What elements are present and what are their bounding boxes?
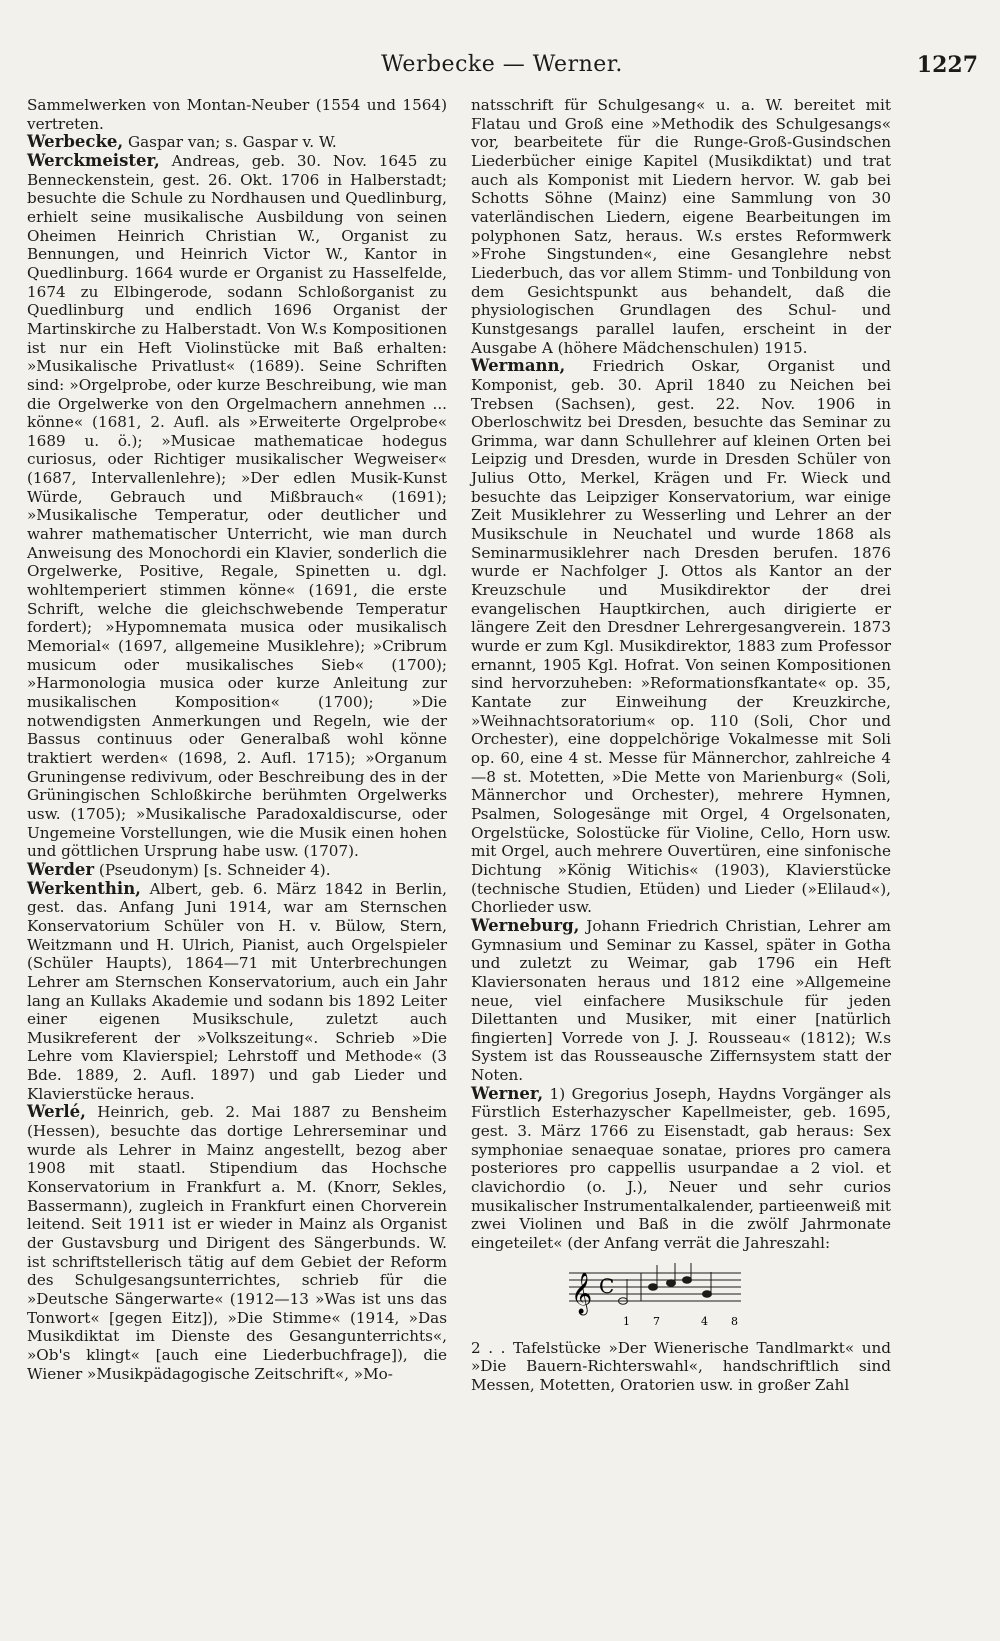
page-number: 1227 (916, 52, 978, 78)
dictionary-entry (27, 1103, 447, 1383)
entry-headword: Werneburg, (471, 915, 580, 935)
entry-headword: Werbecke, (27, 132, 124, 152)
figure-label: 1 (623, 1314, 630, 1328)
figure-label: 8 (731, 1314, 738, 1328)
continuation-text: Sammelwerken von Montan-Neuber (1554 und 1564) vertreten. (27, 96, 447, 133)
entry-headword: Werner, (471, 1083, 544, 1103)
left-column (27, 96, 447, 1383)
entry-text: Andreas, geb. 30. Nov. 1645 zu Benneckenstein, gest. 26. Okt. 1706 in Halberstadt; besuchte die Schule zu Nordhausen und Quedlinburg, erhielt seine musikalische Ausbildung von seinen Oheimen Heinrich Christian W., Organist zu Bennungen, und Heinrich Victor W., Kantor in Quedlinburg. 1664 wurde er Organist zu Hasselfelde, 1674 zu Elbingerode, sodann Schloßorganist zu Quedlinburg und endlich 1696 Organist der Martinskirche zu Halberstadt. Von W.s Kompositionen ist nur ein Heft Violinstücke mit Baß erhalten: »Musikalische Privatlust« (1689). Seine Schriften sind: »Orgelprobe, oder kurze Beschreibung, wie man die Orgelwerke von den Orgelmachern annehmen ... könne« (1681, 2. Aufl. als »Erweiterte Orgelprobe« 1689 u. ö.); »Musicae mathematicae hodegus curiosus, oder Richtiger musikalischer Wegweiser« (1687, Intervallenlehre); »Der edlen Musik-Kunst Würde, Gebrauch und Mißbrauch« (1691); »Musikalische Temperatur, oder deutlicher und wahrer mathematischer Unterricht, wie man durch Anweisung des Monochordi ein Klavier, sonderlich die Orgelwerke, Positive, Regale, Spinetten u. dgl. wohltemperiert stimmen könne« (1691, die erste Schrift, welche die gleichschwebende Temperatur fordert); »Hypomnemata musica oder musikalisch Memorial« (1697, allgemeine Musiklehre); »Cribrum musicum oder musikalisches Sieb« (1700); »Harmonologia musica oder kurze Anleitung zur musikalischen Komposition« (1700); »Die notwendigsten Anmerkungen und Regeln, wie der Bassus continuus oder Generalbaß wohl könne traktiert werden« (1698, 2. Aufl. 1715); »Organum Gruningense redivivum, oder Beschreibung des in der Grüningischen Schloßkirche berühmten Orgelwerks usw. (1705); »Musikalische Paradoxaldiscurse, oder Ungemeine Vorstellungen, wie die Musik einen hohen und göttlichen Ursprung habe usw. (1707). (27, 151, 447, 861)
running-title: Werbecke — Werner. (381, 52, 623, 77)
right-column (471, 96, 891, 1395)
figure-label: 4 (701, 1314, 708, 1328)
dictionary-entry (27, 861, 447, 880)
dictionary-entry (471, 917, 891, 1085)
note-head (667, 1279, 676, 1286)
dictionary-entry (27, 880, 447, 1104)
entry-text: Johann Friedrich Christian, Lehrer am Gymnasium und Seminar zu Kassel, später in Gotha und zuletzt zu Weimar, gab 1796 ein Heft Klaviersonaten heraus und 1812 eine »Allgemeine neue, viel einfachere Musikschule für jeden Dilettanten und Musiker, mit einer [natürlich fingierten] Vorrede von J. J. Rousseau« (1812); W.s System ist das Rousseausche Ziffernsystem statt der Noten. (471, 916, 891, 1085)
entry-headword: Werckmeister, (27, 150, 160, 170)
dictionary-entry (27, 152, 447, 861)
entry-text: Friedrich Oskar, Organist und Komponist, geb. 30. April 1840 zu Neichen bei Trebsen (Sachsen), gest. 22. Nov. 1906 in Oberloschwitz bei Dresden, besuchte das Seminar zu Grimma, war dann Schullehrer auf kleinen Orten bei Leipzig und Dresden, wurde in Dresden Schüler von Julius Otto, Merkel, Krägen und Fr. Wieck und besuchte das Leipziger Konservatorium, war einige Zeit Musiklehrer zu Wesserling und Lehrer an der Musikschule in Neuchatel und wurde 1868 als Seminarmusiklehrer nach Dresden berufen. 1876 wurde er Nachfolger J. Ottos als Kantor an der Kreuzschule und Musikdirektor der drei evangelischen Hauptkirchen, auch dirigierte er längere Zeit den Dresdner Lehrergesangverein. 1873 wurde er zum Kgl. Musikdirektor, 1883 zum Professor ernannt, 1905 Kgl. Hofrat. Von seinen Kompositionen sind hervorzuheben: »Reformationsfkantate« op. 35, Kantate zur Einweihung der Kreuzkirche, »Weihnachtsoratorium« op. 110 (Soli, Chor und Orchester), eine doppelchörige Vokalmesse mit Soli op. 60, eine 4 st. Messe für Männerchor, zahlreiche 4—8 st. Motetten, »Die Mette von Marienburg« (Soli, Männerchor und Orchester), mehrere Hymnen, Psalmen, Sologesänge mit Orgel, 4 Orgelsonaten, Orgelstücke, Solostücke für Violine, Cello, Horn usw. mit Orgel, auch mehrere Ouvertüren, eine sinfonische Dichtung »König Witichis« (1903), Klavierstücke (technische Studien, Etüden) und Lieder (»Elilaud«), Chorlieder usw. (471, 357, 891, 917)
entry-headword: Wermann, (471, 356, 566, 376)
note-head (683, 1276, 692, 1283)
entry-text: Gaspar van; s. Gaspar v. W. (123, 133, 337, 152)
continuation-text: natsschrift für Schulgesang« u. a. W. bereitet mit Flatau und Groß eine »Methodik des Schulgesangs« vor, bearbeitete für die Runge-Groß-Gusindschen Liederbücher einige Kapitel (Musikdiktat) und trat auch als Komponist mit Liedern hervor. W. gab bei Schotts Söhne (Mainz) eine Sammlung von 30 vaterländischen Liedern, eigene Bearbeitungen im polyphonen Satz, heraus. W.s erstes Reformwerk »Frohe Singstunden«, eine Gesanglehre nebst Liederbuch, das vor allem Stimm- und Tonbildung von dem Gesichtspunkt aus behandelt, daß die physiologischen Grundlagen des Schul- und Kunstgesangs parallel laufen, erscheint in der Ausgabe A (höhere Mädchenschulen) 1915. (471, 96, 891, 357)
dictionary-entry (471, 1085, 891, 1253)
entry-text: Albert, geb. 6. März 1842 in Berlin, gest. das. Anfang Juni 1914, war am Sternschen Konservatorium Schüler von H. v. Bülow, Stern, Weitzmann und H. Ulrich, Pianist, auch Orgelspieler (Schüler Haupts), 1864—71 mit Unterbrechungen Lehrer am Sternschen Konservatorium, auch ein Jahr lang an Kullaks Akademie und sodann bis 1892 Leiter einer eigenen Musikschule, zuletzt auch Musikreferent der »Volkszeitung«. Schrieb »Die Lehre vom Klavierspiel; Lehrstoff und Methode« (3 Bde. 1889, 2. Aufl. 1897) und gab Lieder und Klavierstücke heraus. (27, 879, 447, 1103)
dictionary-entry (471, 357, 891, 917)
entry-text: 1) Gregorius Joseph, Haydns Vorgänger als Fürstlich Esterhazyscher Kapellmeister, geb. 1695, gest. 3. März 1766 zu Eisenstadt, gab heraus: Sex symphoniae senaequae sonatae, priores pro camera posteriores pro cappellis usurpandae a 2 viol. et clavichordio (o. J.), Neuer und sehr curios musikalischer Instrumentalkalender, partieenweiß mit zwei Violinen und Baß in die zwölf Jahrmonate eingeteilet« (der Anfang verrät die Jahreszahl: (471, 1084, 891, 1253)
entry-headword: Werkenthin, (27, 878, 141, 898)
figure-label: 7 (653, 1314, 660, 1328)
entry-text: (Pseudonym) [s. Schneider 4). (94, 860, 331, 879)
note-head (649, 1283, 658, 1290)
dictionary-entry (27, 133, 447, 152)
entry-headword: Werlé, (27, 1102, 86, 1122)
entry-headword: Werder (27, 859, 95, 879)
entry-text: Heinrich, geb. 2. Mai 1887 zu Bensheim (Hessen), besuchte das dortige Lehrerseminar und wurde als Lehrer in Mainz angestellt, bezog aber 1908 mit staatl. Stipendium das Hochsche Konservatorium in Frankfurt a. M. (Knorr, Sekles, Bassermann), zugleich in Frankfurt einen Chorverein leitend. Seit 1911 ist er wieder in Mainz als Organist der Gustavsburg und Dirigent des Sängerbunds. W. ist schriftstellerisch tätig auf dem Gebiet der Reform des Schulgesangsunterrichtes, schrieb für die »Deutsche Sängerwarte« (1912—13 »Was ist uns das Tonwort« [gegen Eitz]), »Die Stimme« (1914, »Das Musikdiktat im Dienste des Gesangunterrichts«, »Ob's klingt« [auch eine Liederbuchfrage]), die Wiener »Musikpädagogische Zeitschrift«, »Mo- (27, 1103, 447, 1383)
note-head (703, 1290, 712, 1297)
continuation-text: 2 . . Tafelstücke »Der Wienerische Tandlmarkt« und »Die Bauern-Richterswahl«, handschriftlich sind Messen, Motetten, Oratorien usw. in großer Zahl (471, 1338, 891, 1394)
music-notation-figure (561, 1263, 821, 1333)
common-time-icon: C (599, 1273, 615, 1298)
page-header (26, 52, 978, 84)
treble-clef-icon: 𝄞 (571, 1272, 593, 1314)
